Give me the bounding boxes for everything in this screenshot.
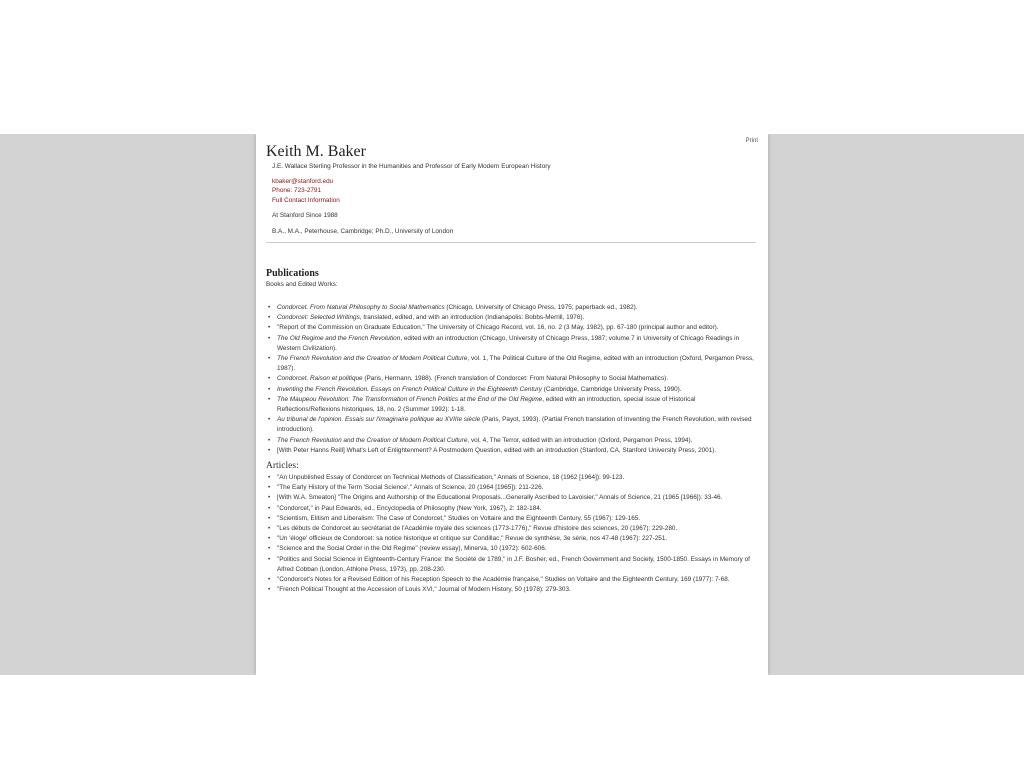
- faculty-title: J.E. Wallace Sterling Professor in the Humanities and Professor of Early Modern European History: [272, 163, 551, 170]
- book-item: [277, 374, 756, 384]
- books-list: [266, 303, 756, 456]
- book-title: The French Revolution and the Creation of Modern Political Culture: [277, 355, 468, 363]
- browser-viewport: [0, 134, 1024, 675]
- book-details: , translated, edited, and with an introduction (Indianapolis: Bobbs-Merrill, 1976).: [359, 314, 585, 322]
- book-details: , edited with an introduction, special issue of Historical Reflections/Reflexions historiques, 18, no. 2 (Summer 1992): 1-18.: [277, 395, 696, 414]
- article-item: • "French Political Thought at the Accession of Louis XVI," Journal of Modern History, 50 (1978): 279-303.: [277, 585, 756, 595]
- since-text: At Stanford Since 1988: [272, 212, 338, 219]
- books-label: Books and Edited Works:: [266, 281, 338, 288]
- page-content: [266, 142, 756, 595]
- book-details: (Paris, Payot, 1993). (Partial French translation of Inventing the French Revolution, with revised introduction).: [277, 416, 752, 434]
- book-details: (Chicago, University of Chicago Press, 1975; paperback ed., 1982).: [444, 304, 638, 311]
- publications-heading: Publications: [266, 268, 319, 279]
- book-item: [277, 395, 756, 415]
- divider: [266, 242, 756, 243]
- book-title: Condorcet: Selected Writings: [277, 314, 360, 322]
- book-title: The Maupeou Revolution: The Transformation of French Politics at the End of the Old Regime: [277, 395, 543, 403]
- book-details: , edited with an introduction (Chicago, University of Chicago Press, 1987; volume 7 in University of Chicago Readings in Western Civilization).: [277, 334, 740, 352]
- article-item: • [With W.A. Smeaton] "The Origins and Authorship of the Educational Proposals...Generally Ascribed to Lavoisier," Annals of Science, 21 (1965 [1966]): 33-46.: [277, 493, 756, 503]
- book-item: [277, 446, 756, 456]
- book-details: (Paris, Hermann, 1988). (French translation of Condorcet: From Natural Philosophy to Social Mathematics).: [362, 375, 669, 383]
- book-item: [277, 313, 756, 323]
- book-item: [277, 303, 756, 313]
- article-item: • "Condorcet," in Paul Edwards, ed., Encyclopedia of Philosophy (New York, 1967), 2: 182-184.: [277, 504, 756, 514]
- print-link[interactable]: Print: [745, 138, 758, 144]
- full-contact-link[interactable]: Full Contact Information: [272, 196, 340, 204]
- degrees-text: B.A., M.A., Peterhouse, Cambridge; Ph.D., University of London: [272, 227, 454, 235]
- article-item: • "Science and the Social Order in the Old Regime" (review essay), Minerva, 10 (1972): 602-606.: [277, 544, 756, 554]
- book-title: Condorcet. From Natural Philosophy to Social Mathematics: [277, 304, 445, 311]
- book-title: Au tribunal de l'opinion. Essais sur l'imaginaire politique au XVIIIe siècle: [277, 416, 481, 424]
- book-title: Condorcet. Raison et politique: [277, 375, 363, 383]
- book-details: , vol. 4, The Terror, edited with an introduction (Oxford, Pergamon Press, 1994).: [467, 436, 693, 444]
- articles-heading: Articles:: [266, 461, 299, 472]
- phone-link[interactable]: Phone: 723-2791: [272, 187, 322, 194]
- book-details: [With Peter Hanns Reill] What's Left of Enlightenment? A Postmodern Question, edited with an introduction (Stanford, CA, Stanford University Press, 2001).: [277, 446, 717, 454]
- article-item: • "Les débuts de Condorcet au secrétariat de l'Académie royale des sciences (1773-1776)," Revue d'histoire des sciences, 20 (1967): 229-280.: [277, 524, 756, 534]
- article-item: • "The Early History of the Term 'Social Science'," Annals of Science, 20 (1964 [1965]): 211-226.: [277, 483, 756, 493]
- book-item: [277, 436, 756, 446]
- book-details: "Report of the Commission on Graduate Education," The University of Chicago Record, vol. 16, no. 2 (3 May, 1982), pp. 67-180 (principal author and editor).: [277, 324, 719, 332]
- article-item: • "Un 'éloge' officieux de Condorcet: sa notice historique et critique sur Condillac," Revue de synthèse, 3e série, nos 47-48 (1967): 227-251.: [277, 534, 756, 544]
- profile-page: [256, 134, 768, 675]
- article-item: • "Condorcet's Notes for a Revised Edition of his Reception Speech to the Académie française," Studies on Voltaire and the Eighteenth Century, 169 (1977): 7-68.: [277, 575, 756, 585]
- book-item: [277, 323, 756, 333]
- book-title: Inventing the French Revolution. Essays on French Political Culture in the Eighteenth Century: [277, 385, 542, 393]
- book-item: [277, 334, 756, 354]
- article-item: • "An Unpublished Essay of Condorcet on Technical Methods of Classification," Annals of Science, 18 (1962 [1964]): 99-123.: [277, 473, 756, 483]
- book-title: The French Revolution and the Creation of Modern Political Culture: [277, 436, 468, 444]
- book-item: [277, 354, 756, 374]
- email-link[interactable]: kbaker@stanford.edu: [272, 177, 334, 185]
- articles-list: [266, 473, 756, 595]
- book-title: The Old Regime and the French Revolution: [277, 334, 401, 342]
- page-title: Keith M. Baker: [266, 143, 366, 160]
- profile-info: [272, 162, 756, 236]
- book-item: [277, 415, 756, 435]
- article-item: • "Politics and Social Science in Eighteenth-Century France: the Société de 1789," in J.F. Bosher, ed., French Government and Society, 1500-1850. Essays in Memory of Alfred Cobban (London, Athlone Press, 1973), pp. 208-230.: [277, 555, 756, 575]
- book-item: [277, 385, 756, 395]
- article-item: • "Scientism, Elitism and Liberalism: The Case of Condorcet," Studies on Voltaire and the Eighteenth Century, 55 (1967): 129-165.: [277, 514, 756, 524]
- book-details: (Cambridge, Cambridge University Press, 1990).: [542, 385, 682, 393]
- book-details: , vol. 1, The Political Culture of the Old Regime, edited with an introduction (Oxford, Pergamon Press, 1987).: [277, 355, 754, 373]
